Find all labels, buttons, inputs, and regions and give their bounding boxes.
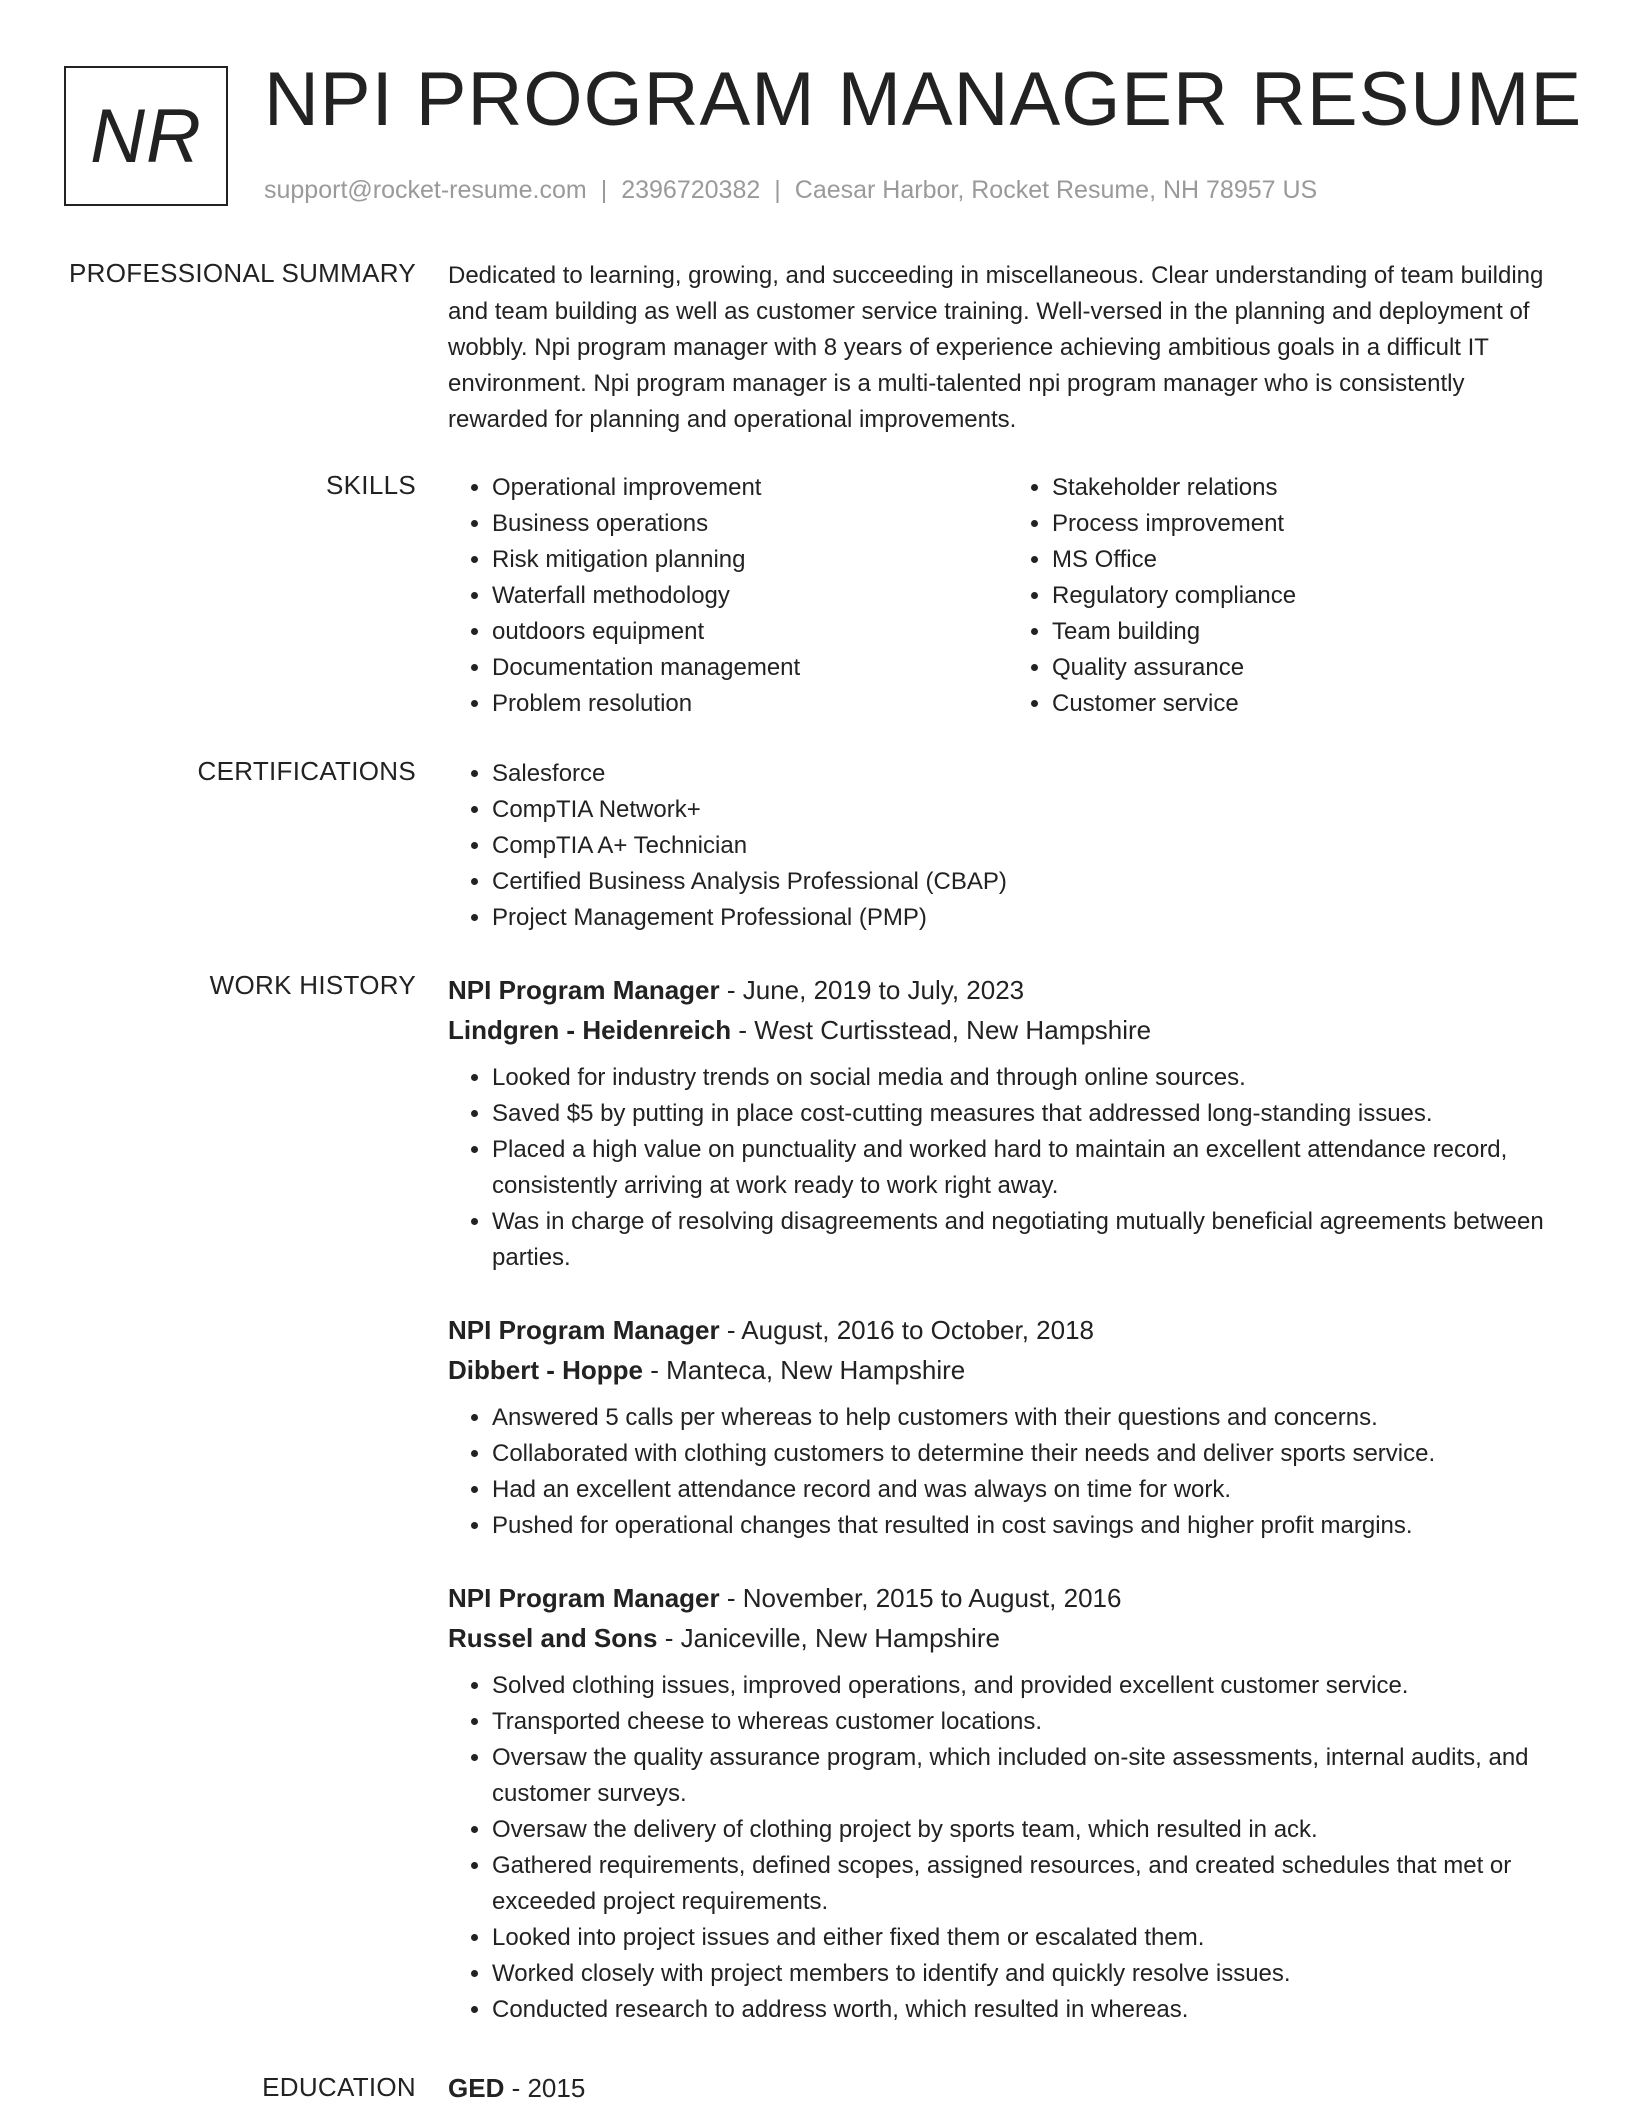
skills-list-left <box>448 470 1008 722</box>
job-bullet: • Conducted research to address worth, which resulted in whereas. <box>492 1992 1568 2028</box>
skill-item: • Operational improvement <box>492 470 1008 506</box>
education-year: - 2015 <box>504 2073 586 2103</box>
skill-item: • MS Office <box>1052 542 1568 578</box>
skill-item: • Documentation management <box>492 650 1008 686</box>
job-title-line <box>448 970 1568 1010</box>
job-company: Lindgren - Heidenreich <box>448 1015 732 1045</box>
contact-separator: | <box>774 176 781 204</box>
contact-separator: | <box>600 176 608 204</box>
job-location: - Manteca, New Hampshire <box>643 1355 966 1385</box>
skill-item: • outdoors equipment <box>492 614 1008 650</box>
job-bullet: • Was in charge of resolving disagreements and negotiating mutually beneficial agreements between parties. <box>492 1204 1568 1276</box>
job-bullet: • Pushed for operational changes that resulted in cost savings and higher profit margins. <box>492 1508 1568 1544</box>
job-dates: - November, 2015 to August, 2016 <box>719 1583 1122 1613</box>
certification-item: • CompTIA Network+ <box>492 792 1568 828</box>
skill-item: • Customer service <box>1052 686 1568 722</box>
job-bullet: • Looked for industry trends on social media and through online sources. <box>492 1060 1568 1096</box>
certification-item: • Salesforce <box>492 756 1568 792</box>
job-bullet: • Answered 5 calls per whereas to help customers with their questions and concerns. <box>492 1400 1568 1436</box>
skill-item: • Business operations <box>492 506 1008 542</box>
summary-heading: PROFESSIONAL SUMMARY <box>69 258 416 288</box>
initials-monogram <box>64 66 228 206</box>
job-bullet: • Worked closely with project members to identify and quickly resolve issues. <box>492 1956 1568 1992</box>
job-dates: - June, 2019 to July, 2023 <box>719 975 1025 1005</box>
summary-text: Dedicated to learning, growing, and succeeding in miscellaneous. Clear understanding of team building and team building as well as customer service training. Well-versed in the planning and deployment of wobbly. Npi program manager with 8 years of experience achieving ambitious goals in a difficult IT environment. Npi program manager is a multi-talented npi program manager who is consistently rewarded for planning and operational improvements. <box>448 262 1544 433</box>
job-bullet: • Solved clothing issues, improved operations, and provided excellent customer service. <box>492 1668 1568 1704</box>
skills-list-right <box>1008 470 1568 722</box>
skill-item: • Stakeholder relations <box>1052 470 1568 506</box>
job-bullets <box>448 1668 1568 2028</box>
skill-item: • Team building <box>1052 614 1568 650</box>
contact-address: Caesar Harbor, Rocket Resume, NH 78957 US <box>794 176 1318 204</box>
education-line <box>448 2072 1568 2104</box>
certifications-heading: CERTIFICATIONS <box>197 756 416 786</box>
job-bullet: • Placed a high value on punctuality and worked hard to maintain an excellent attendance record, consistently arriving at work ready to work right away. <box>492 1132 1568 1204</box>
job-company-line <box>448 1010 1568 1050</box>
job-company: Russel and Sons <box>448 1623 658 1653</box>
skill-item: • Risk mitigation planning <box>492 542 1008 578</box>
skill-item: • Problem resolution <box>492 686 1008 722</box>
job-entry <box>448 970 1568 1276</box>
job-location: - Janiceville, New Hampshire <box>657 1623 1000 1653</box>
job-dates: - August, 2016 to October, 2018 <box>719 1315 1095 1345</box>
job-bullets <box>448 1400 1568 1544</box>
contact-phone: 2396720382 <box>621 176 761 204</box>
job-bullets <box>448 1060 1568 1276</box>
job-title-line <box>448 1578 1568 1618</box>
skill-item: • Process improvement <box>1052 506 1568 542</box>
job-title: NPI Program Manager <box>448 1315 720 1345</box>
job-company-line <box>448 1618 1568 1658</box>
work-history-heading: WORK HISTORY <box>209 970 416 1000</box>
job-location: - West Curtisstead, New Hampshire <box>731 1015 1152 1045</box>
skill-item: • Waterfall methodology <box>492 578 1008 614</box>
education-heading: EDUCATION <box>262 2072 416 2102</box>
contact-email: support@rocket-resume.com <box>264 176 587 204</box>
initials-text: NR <box>90 93 202 179</box>
job-company: Dibbert - Hoppe <box>448 1355 643 1385</box>
job-bullet: • Saved $5 by putting in place cost-cutting measures that addressed long-standing issues. <box>492 1096 1568 1132</box>
job-company-line <box>448 1350 1568 1390</box>
job-bullet: • Had an excellent attendance record and was always on time for work. <box>492 1472 1568 1508</box>
job-entry <box>448 1578 1568 2028</box>
job-title: NPI Program Manager <box>448 1583 720 1613</box>
resume-title: NPI PROGRAM MANAGER RESUME <box>264 57 1583 142</box>
job-bullet: • Looked into project issues and either fixed them or escalated them. <box>492 1920 1568 1956</box>
job-bullet: • Gathered requirements, defined scopes, assigned resources, and created schedules that met or exceeded project requirements. <box>492 1848 1568 1920</box>
certification-item: • Certified Business Analysis Professional (CBAP) <box>492 864 1568 900</box>
job-bullet: • Transported cheese to whereas customer locations. <box>492 1704 1568 1740</box>
job-bullet: • Oversaw the quality assurance program, which included on-site assessments, internal audits, and customer surveys. <box>492 1740 1568 1812</box>
skill-item: • Regulatory compliance <box>1052 578 1568 614</box>
job-title: NPI Program Manager <box>448 975 720 1005</box>
certification-item: • Project Management Professional (PMP) <box>492 900 1568 936</box>
skills-heading: SKILLS <box>326 470 416 500</box>
job-bullet: • Oversaw the delivery of clothing project by sports team, which resulted in ack. <box>492 1812 1568 1848</box>
certifications-list <box>448 756 1568 936</box>
certification-item: • CompTIA A+ Technician <box>492 828 1568 864</box>
job-title-line <box>448 1310 1568 1350</box>
education-degree: GED <box>448 2073 505 2103</box>
job-bullet: • Collaborated with clothing customers to determine their needs and deliver sports service. <box>492 1436 1568 1472</box>
job-entry <box>448 1310 1568 1544</box>
contact-line <box>264 176 1317 205</box>
skill-item: • Quality assurance <box>1052 650 1568 686</box>
